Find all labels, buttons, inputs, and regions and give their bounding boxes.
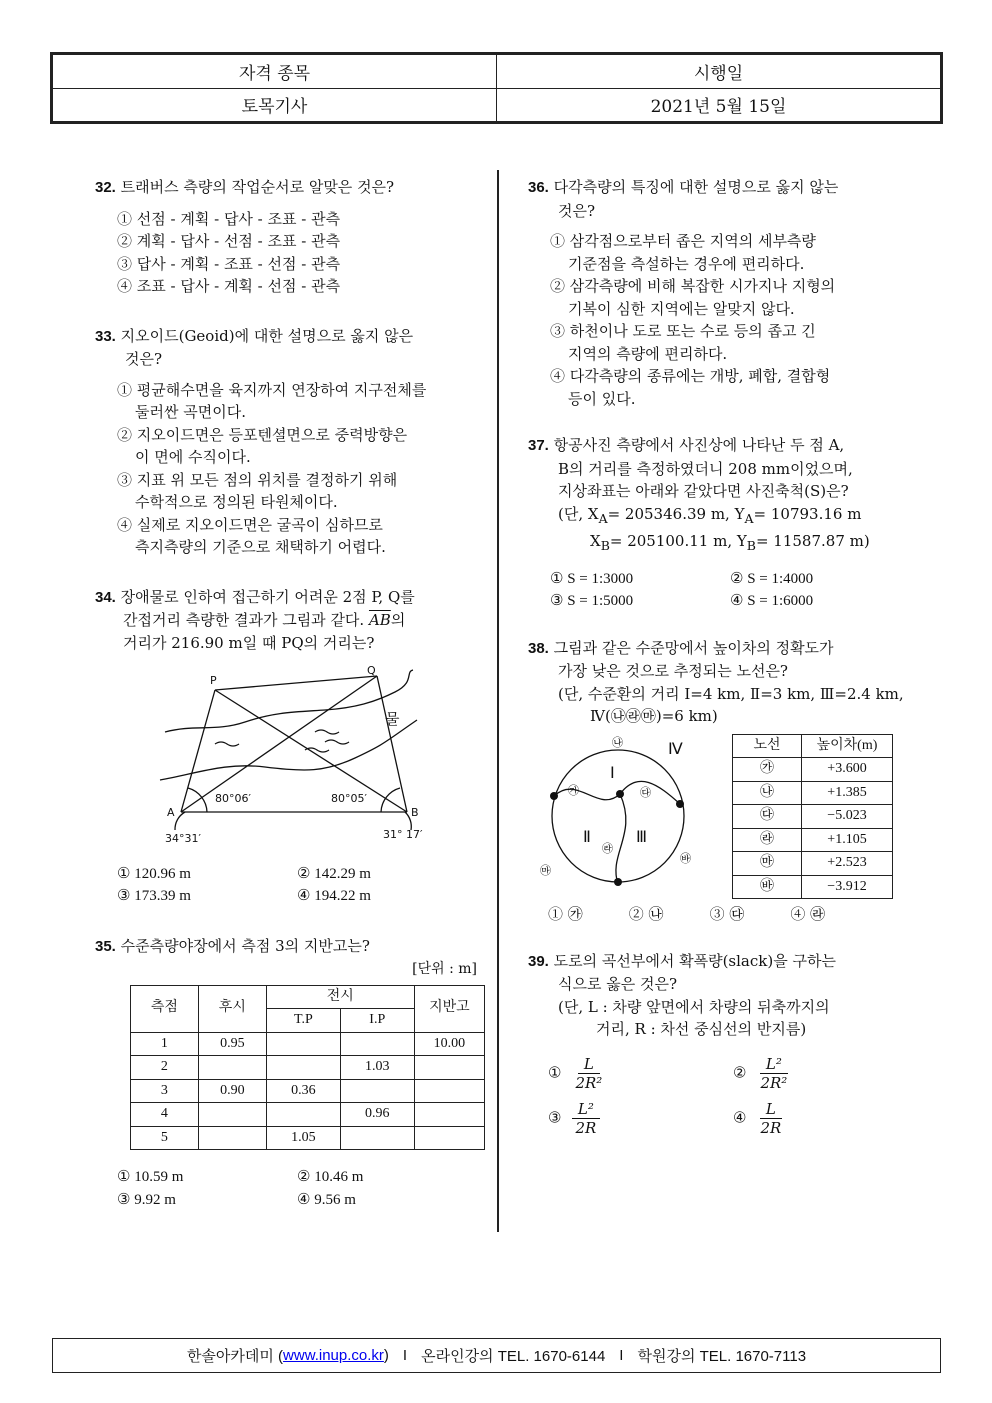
label-p: P (210, 674, 217, 687)
cell (340, 1126, 414, 1150)
footer-separator: I (619, 1347, 624, 1364)
ring-ii: Ⅱ (583, 826, 591, 846)
route-na: ㉯ (612, 735, 623, 749)
q39-option-2[interactable]: ② $\frac{\text{L²}}{\text{2R²}}$ (733, 1054, 788, 1092)
header-date: 2021년 5월 15일 (497, 88, 941, 122)
cell (266, 1056, 340, 1080)
q37-option-1[interactable]: ① S = 1:3000 (550, 570, 634, 587)
cell: 3 (131, 1079, 199, 1103)
q34-option-1[interactable]: ① 120.96 m (117, 865, 191, 882)
q33-number: 33. (95, 327, 116, 345)
q38-condition-1: (단, 수준환의 거리 Ⅰ=4 km, Ⅱ=3 km, Ⅲ=2.4 km, (558, 684, 904, 703)
ring-i: Ⅰ (610, 762, 615, 782)
q34-text: 장애물로 인하여 접근하기 어려운 2점 P, Q를 (120, 587, 415, 606)
cell: +1.105 (802, 828, 893, 852)
q39-condition-2: 거리, R : 차선 중심선의 반지름) (596, 1020, 807, 1038)
route-da: ㉰ (640, 785, 651, 799)
cell: ㉰ (733, 805, 802, 829)
q34-text-3: 거리가 216.90 m일 때 PQ의 거리는? (123, 633, 375, 652)
table-row (733, 875, 893, 899)
question-34 (95, 586, 485, 908)
q36-text-cont: 것은? (558, 201, 596, 220)
label-water: 물 (385, 710, 400, 728)
th-station: 측점 (131, 985, 199, 1032)
q32-option-2[interactable]: ② 계획 - 답사 - 선점 - 조표 - 관측 (117, 232, 341, 250)
q38-option-1[interactable]: ① ㉮ (548, 905, 583, 923)
q33-option-3-cont: 수학적으로 정의된 타원체이다. (135, 493, 338, 511)
footer-separator: I (402, 1347, 408, 1364)
q38-option-3[interactable]: ③ ㉰ (709, 905, 745, 923)
question-38 (528, 637, 918, 926)
question-32 (95, 176, 485, 298)
route-ga: ㉮ (568, 783, 579, 797)
q38-number: 38. (528, 639, 549, 657)
q34-number: 34. (95, 588, 116, 606)
cell (414, 1079, 484, 1103)
cell: 2 (131, 1056, 199, 1080)
q35-option-4[interactable]: ④ 9.56 m (297, 1191, 356, 1208)
q36-text: 다각측량의 특징에 대한 설명으로 옳지 않는 (553, 178, 839, 196)
q38-condition-2: Ⅳ(㉯㉱㉲)=6 km) (590, 707, 718, 725)
cell: −3.912 (802, 875, 893, 899)
cell: 0.95 (198, 1032, 266, 1056)
q36-option-2[interactable]: ② 삼각측량에 비해 복잡한 시가지나 지형의 (550, 277, 836, 295)
header-subject-label: 자격 종목 (53, 55, 497, 89)
q38-option-4[interactable]: ④ ㉱ (790, 905, 826, 923)
q36-option-3[interactable]: ③ 하천이나 도로 또는 수로 등의 좁고 긴 (550, 322, 816, 340)
label-b: B (411, 806, 419, 819)
q37-option-3[interactable]: ③ S = 1:5000 (550, 593, 634, 609)
q39-option-4[interactable]: ④ $\frac{L}{2R}$ (733, 1099, 782, 1137)
q37-condition-2: $X_B= 205100.11$ m, $Y_B= 11587.87$ m) (590, 532, 870, 553)
cell: 0.90 (198, 1079, 266, 1103)
cell (198, 1103, 266, 1127)
q39-text-2: 식으로 옳은 것은? (558, 975, 678, 993)
river-bank-upper (165, 670, 413, 732)
q36-option-4-cont: 등이 있다. (568, 389, 636, 408)
cell: 0.36 (266, 1079, 340, 1103)
cell: +3.600 (802, 758, 893, 782)
footer (52, 1338, 941, 1373)
cell (340, 1032, 414, 1056)
q36-option-1[interactable]: ① 삼각점으로부터 좁은 지역의 세부측량 (550, 232, 816, 250)
table-row (733, 828, 893, 852)
footer-paren: ) (383, 1347, 389, 1364)
cell: 5 (131, 1126, 199, 1150)
q32-option-3[interactable]: ③ 답사 - 계획 - 조표 - 선점 - 관측 (117, 254, 341, 273)
q39-option-3[interactable]: ③ $\frac{\text{L²}}{2R}$ (548, 1100, 733, 1137)
cell: ㉱ (733, 828, 802, 852)
angle-a-inner: 80°06′ (215, 792, 251, 805)
q37-condition-1: (단, $X_A= 205346.39$ m, $Y_A= 10793.16$ m (558, 504, 862, 526)
cell: 1.03 (340, 1056, 414, 1080)
q32-option-4[interactable]: ④ 조표 - 답사 - 계획 - 선점 - 관측 (117, 277, 341, 295)
q38-text-2: 가장 낮은 것으로 추정되는 노선은? (558, 662, 788, 680)
q38-figure (528, 734, 718, 894)
table-row (131, 1103, 485, 1127)
line-pq (215, 676, 377, 690)
q33-text: 지오이드(Geoid)에 대한 설명으로 옳지 않은 (120, 326, 414, 345)
cell (198, 1126, 266, 1150)
label-a: A (167, 806, 175, 819)
footer-academy: 한솔아카데미 ( (186, 1348, 284, 1365)
q33-option-4[interactable]: ④ 실제로 지오이드면은 굴곡이 심하므로 (117, 515, 383, 534)
q36-option-4[interactable]: ④ 다각측량의 종류에는 개방, 폐합, 결합형 (550, 367, 831, 385)
cell (266, 1103, 340, 1127)
right-column (528, 176, 918, 1137)
question-37 (528, 434, 918, 613)
footer-online: 온라인강의 TEL. 1670-6144 (421, 1348, 606, 1365)
cell (340, 1079, 414, 1103)
th-tp: T.P (266, 1009, 340, 1033)
header-date-label: 시행일 (497, 55, 941, 89)
q39-number: 39. (528, 952, 549, 970)
angle-a-outer: 34°31′ (165, 832, 201, 845)
route-ma: ㉲ (540, 863, 551, 877)
exam-header-table (50, 52, 943, 124)
th-height-diff: 높이차(m) (802, 734, 893, 758)
q34-text-2c: 의 (390, 611, 406, 629)
footer-url-link[interactable]: www.inup.co.kr (283, 1347, 384, 1364)
cell (414, 1103, 484, 1127)
route-ba: ㉳ (680, 851, 691, 865)
question-39 (528, 950, 918, 1137)
table-row (131, 1032, 485, 1056)
footer-offline: 학원강의 TEL. 1670-7113 (637, 1348, 807, 1365)
q37-text: 항공사진 측량에서 사진상에 나타난 두 점 A, (553, 436, 845, 454)
cell (414, 1126, 484, 1150)
q33-option-2-cont: 이 면에 수직이다. (135, 448, 251, 466)
q37-option-4[interactable]: ④ S = 1:6000 (730, 593, 814, 609)
label-q: Q (367, 664, 376, 677)
cell: ㉯ (733, 781, 802, 805)
th-route: 노선 (733, 734, 802, 758)
cell: −5.023 (802, 805, 893, 829)
th-backsight: 후시 (198, 985, 266, 1032)
q33-option-1[interactable]: ① 평균해수면을 육지까지 연장하여 지구전체를 (117, 380, 427, 399)
cell: ㉳ (733, 875, 802, 899)
q35-option-2[interactable]: ② 10.46 m (297, 1169, 364, 1185)
table-row (131, 1056, 485, 1080)
cell: 10.00 (414, 1032, 484, 1056)
q35-option-3[interactable]: ③ 9.92 m (117, 1191, 176, 1208)
q39-text: 도로의 곡선부에서 확폭량(slack)을 구하는 (553, 951, 836, 970)
q33-option-2[interactable]: ② 지오이드면은 등포텐셜면으로 중력방향은 (117, 425, 408, 444)
angle-b-outer: 31° 17′ (383, 828, 423, 841)
q36-option-3-cont: 지역의 측량에 편리하다. (568, 344, 728, 363)
q35-option-1[interactable]: ① 10.59 m (117, 1169, 184, 1185)
q32-option-1[interactable]: ① 선점 - 계획 - 답사 - 조표 - 관측 (117, 209, 341, 228)
q32-number: 32. (95, 179, 116, 196)
q36-number: 36. (528, 179, 549, 196)
q37-number: 37. (528, 437, 549, 454)
q36-option-1-cont: 기준점을 측설하는 경우에 편리하다. (568, 254, 805, 273)
q33-option-4-cont: 측지측량의 기준으로 채택하기 어렵다. (135, 538, 386, 556)
cell: 0.96 (340, 1103, 414, 1127)
cell: ㉲ (733, 852, 802, 876)
q34-option-3[interactable]: ③ 173.39 m (117, 888, 191, 904)
header-subject: 토목기사 (53, 88, 497, 122)
table-row (733, 805, 893, 829)
q33-text-cont: 것은? (125, 350, 163, 368)
q34-segment-ab: $\overline{AB}$ (368, 611, 391, 629)
q33-option-3[interactable]: ③ 지표 위 모든 점의 위치를 결정하기 위해 (117, 470, 398, 489)
q33-option-1-cont: 둘러싼 곡면이다. (135, 403, 246, 421)
left-column (95, 176, 485, 1211)
cell (198, 1056, 266, 1080)
ring-iii: Ⅲ (636, 826, 648, 846)
table-row (733, 852, 893, 876)
q38-text: 그림과 같은 수준망에서 높이차의 정확도가 (553, 638, 834, 657)
question-36 (528, 176, 918, 410)
q35-number: 35. (95, 937, 116, 955)
q34-text-2: 간접거리 측량한 결과가 그림과 같다. (123, 611, 369, 629)
q38-table (732, 734, 893, 900)
q37-option-2[interactable]: ② S = 1:4000 (730, 570, 814, 587)
column-divider (497, 170, 499, 1232)
cell: 1 (131, 1032, 199, 1056)
q35-table (130, 985, 485, 1151)
q39-option-1[interactable]: ① $\frac{L}{\text{2R²}}$ (548, 1054, 603, 1092)
th-ip: I.P (340, 1009, 414, 1033)
q38-option-2[interactable]: ② ㉯ (628, 905, 664, 923)
th-foresight: 전시 (266, 985, 414, 1009)
cell (266, 1032, 340, 1056)
question-35 (95, 935, 485, 1212)
question-33 (95, 325, 485, 559)
table-row (733, 781, 893, 805)
q35-unit: [단위 : m] (412, 961, 477, 977)
q34-figure (155, 662, 455, 852)
q36-option-2-cont: 기복이 심한 지역에는 알맞지 않다. (568, 299, 795, 318)
q32-text: 트래버스 측량의 작업순서로 알맞은 것은? (120, 178, 395, 196)
table-row (131, 1079, 485, 1103)
q34-option-2[interactable]: ② 142.29 m (297, 865, 371, 882)
cell: ㉮ (733, 758, 802, 782)
cell: 4 (131, 1103, 199, 1127)
q34-option-4[interactable]: ④ 194.22 m (297, 888, 371, 904)
angle-b-inner: 80°05′ (331, 792, 367, 805)
q37-text-2: B의 거리를 측정하였더니 208 mm이었으며, (558, 459, 853, 478)
cell: +2.523 (802, 852, 893, 876)
route-ra: ㉱ (602, 841, 613, 855)
table-row (131, 1126, 485, 1150)
th-ground-height: 지반고 (414, 985, 484, 1032)
q37-text-3: 지상좌표는 아래와 같았다면 사진축척(S)은? (558, 482, 849, 500)
table-row (733, 758, 893, 782)
cell: +1.385 (802, 781, 893, 805)
cell (414, 1056, 484, 1080)
ring-iv: Ⅳ (668, 738, 683, 758)
q39-condition-1: (단, L : 차량 앞면에서 차량의 뒤축까지의 (558, 997, 830, 1016)
cell: 1.05 (266, 1126, 340, 1150)
q35-text: 수준측량야장에서 측점 3의 지반고는? (120, 936, 370, 955)
